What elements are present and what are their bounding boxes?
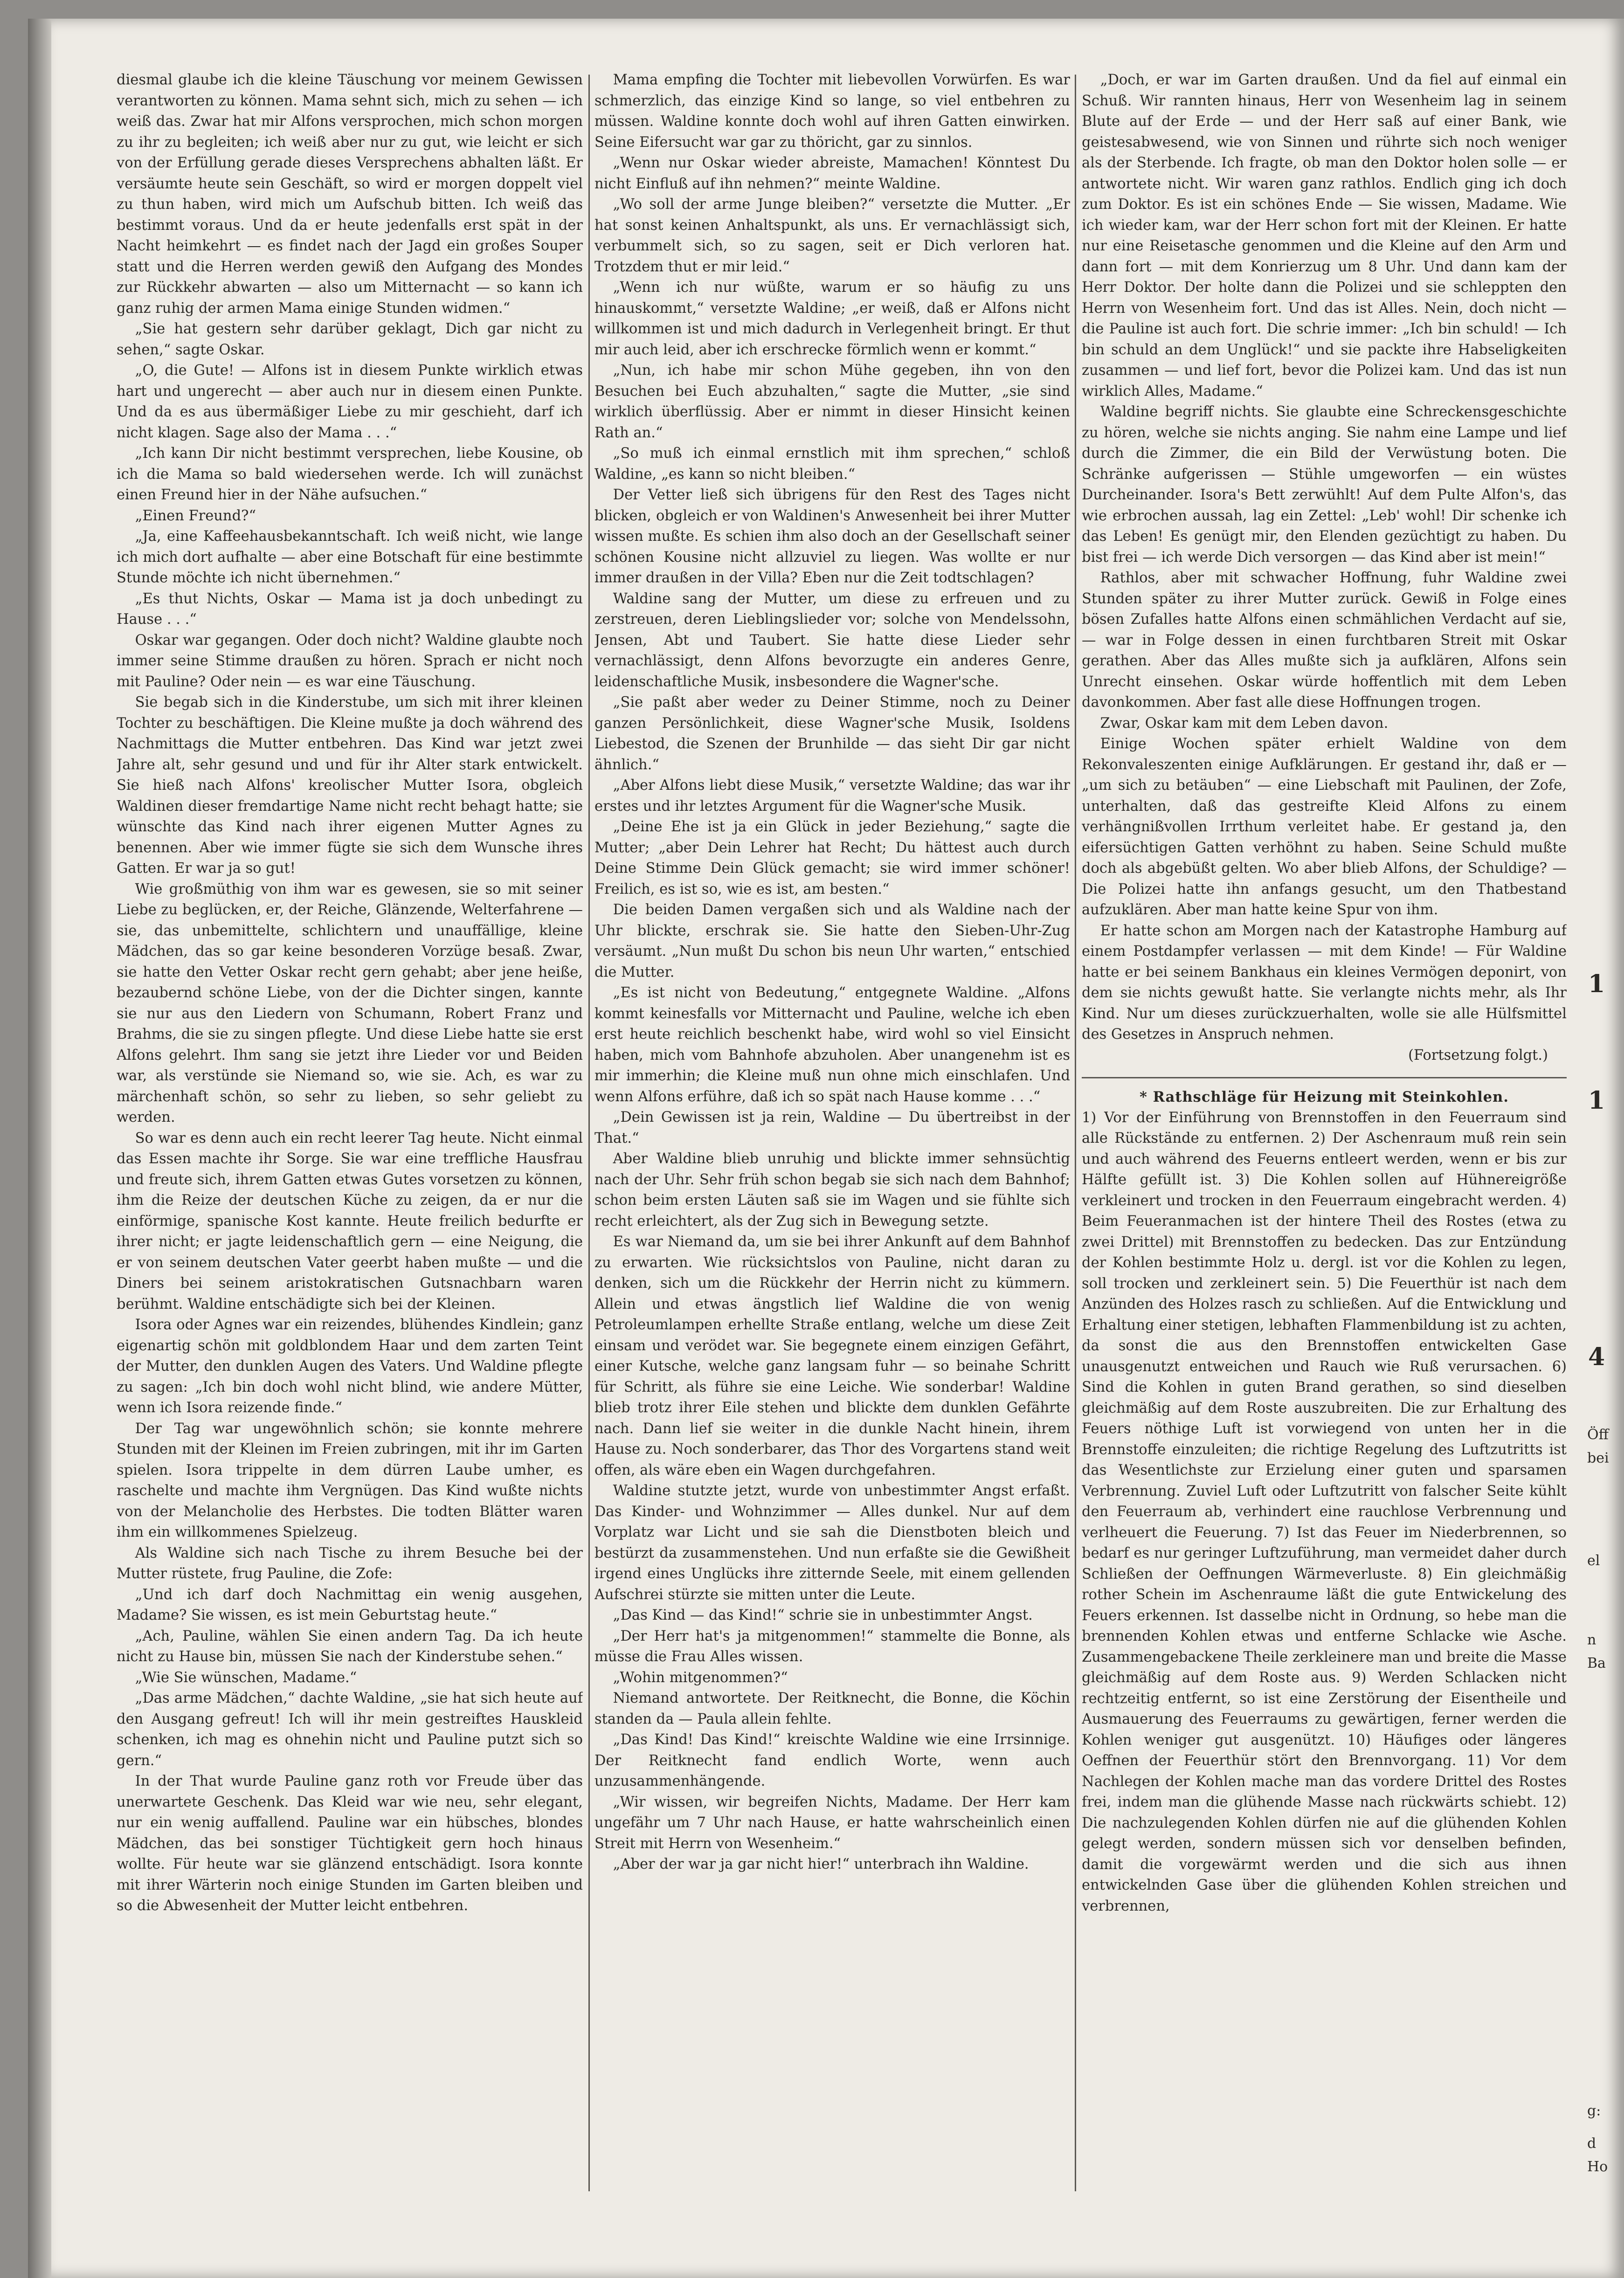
paragraph: „Doch, er war im Garten draußen. Und da fiel auf einmal ein Schuß. Wir rannten hinaus, Herr von Wesenheim lag in seinem Blute auf der Erde — und der Herr saß auf einer Bank, wie geistesabwesend, wie von Sinnen und rührte sich noch weniger als der Sterbende. Ich fragte, ob man den Doktor holen solle — er antwortete nicht. Wir waren ganz rathlos. Endlich ging ich doch zum Doktor. Es ist ein schönes Ende — Sie wissen, Madame. Wie ich wieder kam, war der Herr schon fort mit der Kleinen. Er hatte nur eine Reisetasche genommen und die Kleine auf den Arm und dann fort — mit dem Konrierzug um 8 Uhr. Und dann kam der Herr Doktor. Der holte dann die Polizei und sie schleppten den Herrn von Wesenheim fort. Und das ist Alles. Nein, doch nicht — die Pauline ist auch fort. Die schrie immer: „Ich bin schuld! — Ich bin schuld an dem Unglück!“ und sie packte ihre Habseligkeiten zusammen — und lief fort, bevor die Polizei kam. Und das ist nun wirklich Alles, Madame.“ (1082, 72, 1567, 400)
paragraph: „Sie paßt aber weder zu Deiner Stimme, noch zu Deiner ganzen Persönlichkeit, diese Wagner'sche Musik, Isoldens Liebestod, die Szenen der Brunhilde — das sieht Dir gar nicht ähnlich.“ (594, 694, 1070, 773)
paragraph: Die beiden Damen vergaßen sich und als Waldine nach der Uhr blickte, erschrak sie. Sie hatte den Sieben-Uhr-Zug versäumt. „Nun mußt Du schon bis neun Uhr warten,“ entschied die Mutter. (594, 902, 1070, 980)
paragraph: „Ich kann Dir nicht bestimmt versprechen, liebe Kousine, ob ich die Mama so bald wiedersehen werde. Ich will zunächst einen Freund hier in der Nähe aufsuchen.“ (117, 445, 583, 503)
paragraph: „Aber der war ja gar nicht hier!“ unterbrach ihn Waldine. (613, 1856, 1029, 1872)
section-divider (1082, 1077, 1567, 1078)
paragraph: Isora oder Agnes war ein reizendes, blühendes Kindlein; ganz eigenartig schön mit goldblondem Haar und dem zarten Teint der Mutter, den dunklen Augen des Vaters. Und Waldine pflegte zu sagen: „Ich bin doch wohl nicht blind, wie andere Mütter, wenn ich Isora reizende finde.“ (117, 1317, 583, 1416)
paragraph: So war es denn auch ein recht leerer Tag heute. Nicht einmal das Essen machte ihr Sorge. Sie war eine treffliche Hausfrau und freute sich, ihrem Gatten etwas Gutes vorsetzen zu können, ihm die Reize der deutschen Küche zu zeigen, da er nur die einförmige, spanische Kost kannte. Heute freilich bedurfte er ihrer nicht; er jagte leidenschaftlich gern — eine Neigung, die er von seinem deutschen Vater geerbt haben mußte — und die Diners bei seinem aristokratischen Gutsnachbarn waren berühmt. Waldine entschädigte sich bei der Kleinen. (117, 1130, 583, 1312)
paragraph: „Einen Freund?“ (135, 507, 256, 524)
margin-fragment: 1 (1588, 1086, 1605, 1115)
paragraph: Der Tag war ungewöhnlich schön; sie konnte mehrere Stunden mit der Kleinen im Freien zubringen, mit ihr im Garten spielen. Isora trippelte in dem dürren Laube umher, es raschelte und machte ihm Vergnügen. Das Kind wußte nichts von der Melancholie des Herbstes. Die todten Blätter waren ihm ein willkommenes Spielzeug. (117, 1420, 583, 1540)
paragraph: Waldine sang der Mutter, um diese zu erfreuen und zu zerstreuen, deren Lieblingslieder vor; solche von Mendelssohn, Jensen, Abt und Taubert. Sie hatte diese Lieder sehr vernachlässigt, denn Alfons bevorzugte ein anderes Genre, leidenschaftliche Musik, insbesondere die Wagner'sche. (594, 590, 1070, 690)
paragraph: „Wohin mitgenommen?“ (613, 1669, 788, 1686)
paragraph: „Dein Gewissen ist ja rein, Waldine — Du übertreibst in der That.“ (594, 1109, 1070, 1146)
margin-fragment: 4 (1588, 1343, 1605, 1371)
paragraph: Der Vetter ließ sich übrigens für den Rest des Tages nicht blicken, obgleich er von Waldinen's Anwesenheit bei ihrer Mutter wissen mußte. Es schien ihm also doch an der Gesellschaft seiner schönen Kousine nicht allzuviel zu liegen. Was wollte er nur immer draußen in der Villa? Eben nur die Zeit todtschlagen? (594, 487, 1070, 586)
margin-fragment: g: (1587, 2103, 1601, 2119)
paragraph: Es war Niemand da, um sie bei ihrer Ankunft auf dem Bahnhof zu erwarten. Wie rücksichtslos von Pauline, nicht daran zu denken, sich um die Rückkehr der Herrin nicht zu kümmern. Allein und etwas ängstlich lief Waldine die von wenig Petroleumlampen erhellte Straße entlang, welche um diese Zeit einsam und verödet war. Sie begegnete einem einzigen Gefährt, einer Kutsche, welche ganz langsam fuhr — so beinahe Schritt für Schritt, als führe sie eine Leiche. Wie sonderbar! Waldine blieb trotz ihrer Eile stehen und blickte dem dunklen Gefährte nach. Dann lief sie weiter in die dunkle Nacht hinein, ihrem Hause zu. Noch sonderbarer, das Thor des Vorgartens stand weit offen, als wäre eben ein Wagen durchgefahren. (594, 1234, 1070, 1478)
paragraph: Als Waldine sich nach Tische zu ihrem Besuche bei der Mutter rüstete, frug Pauline, die Zofe: (117, 1545, 583, 1582)
margin-fragment: Öff (1587, 1427, 1609, 1443)
paragraph: „Ach, Pauline, wählen Sie einen andern Tag. Da ich heute nicht zu Hause bin, müssen Sie nach der Kinderstube sehen.“ (117, 1628, 583, 1665)
paragraph: Einige Wochen später erhielt Waldine von dem Rekonvaleszenten einige Aufklärungen. Er gestand ihr, daß er — „um sich zu betäuben“ — eine Liebschaft mit Paulinen, der Zofe, unterhalten, daß das gestreifte Kleid Alfons zu einem verhängnißvollen Irrthum verleitet habe. Er gestand ja, den eifersüchtigen Gatten verhöhnt zu haben. Seine Schuld mußte doch als abgebüßt gelten. Wo aber blieb Alfons, der Schuldige? — Die Polizei hatte ihn anfangs gesucht, um den Thatbestand aufzuklären. Aber man hatte keine Spur von ihm. (1082, 736, 1567, 918)
margin-fragment: bei (1587, 1450, 1609, 1466)
column-rule (1075, 75, 1076, 2191)
paragraph: Rathlos, aber mit schwacher Hoffnung, fuhr Waldine zwei Stunden später zu ihrer Mutter zurück. Gewiß in Folge eines bösen Zufalles hatte Alfons einen schmählichen Verdacht auf sie, — war in Folge dessen in einen furchtbaren Streit mit Oskar gerathen. Aber das Alles mußte sich ja aufklären, Alfons sein Unrecht einsehen. Oskar würde hoffentlich mit dem Leben davonkommen. Aber fast alle diese Hoffnungen trogen. (1082, 570, 1567, 711)
paragraph: Sie begab sich in die Kinderstube, um sich mit ihrer kleinen Tochter zu beschäftigen. Die Kleine mußte ja doch während des Nachmittags die Mutter entbehren. Das Kind war jetzt zwei Jahre alt, sehr gesund und und für ihr Alter stark entwickelt. Sie hieß nach Alfons' kreolischer Mutter Isora, obgleich Waldinen dieser fremdartige Name nicht recht behagt hatte; sie wünschte das Kind nach ihrer eigenen Mutter Agnes zu benennen. Aber wie immer fügte sie sich dem Wunsche ihres Gatten. Er war ja so gut! (117, 694, 583, 877)
column-2 (594, 70, 1070, 2196)
margin-fragment: n (1587, 1632, 1596, 1648)
article-body: 1) Vor der Einführung von Brennstoffen in den Feuerraum sind alle Rückstände zu entfernen. 2) Der Aschenraum muß rein sein und auch während des Feuerns entleert werden, wenn er bis zur Hälfte gefüllt ist. 3) Die Kohlen sollen auf Hühnereigröße verkleinert und trocken in den Feuerraum eingebracht werden. 4) Beim Feueranmachen ist der hintere Theil des Rostes (etwa zu zwei Drittel) mit Brennstoffen zu bedecken. Das zur Entzündung der Kohlen bestimmte Holz u. dergl. ist vor die Kohlen zu legen, soll trocken und zerkleinert sein. 5) Die Feuerthür ist nach dem Anzünden des Holzes rasch zu schließen. Auf die Entwicklung und Erhaltung einer stetigen, lebhaften Flammenbildung ist zu achten, da sonst die aus den Brennstoffen entwickelten Gase unausgenutzt entweichen und Rauch wie Ruß verursachen. 6) Sind die Kohlen in guten Brand gerathen, so sind dieselben gleichmäßig auf dem Roste auszubreiten. Die zur Erhaltung des Feuers nöthige Luft ist vorwiegend von unten her in die Brennstoffe einzuleiten; die richtige Regelung des Luftzutritts ist das Wesentlichste zur Erzielung einer guten und sparsamen Verbrennung. Zuviel Luft oder Luftzutritt von falscher Seite kühlt den Feuerraum ab, verhindert eine rauchlose Verbrennung und verlheuert die Feuerung. 7) Ist das Feuer im Niederbrennen, so bedarf es nur geringer Luftzuführung, man vermeidet daher durch Schließen der Oeffnungen Wärmeverluste. 8) Ein gleichmäßig rother Schein im Aschenraume läßt die gute Entwickelung des Feuers erkennen. Ist dasselbe nicht in Ordnung, so hebe man die brennenden Kohlen etwas und entferne Schlacke wie Asche. Zusammengebackene Theile zerkleinere man und breite die Masse gleichmäßig auf dem Roste aus. 9) Werden Schlacken nicht rechtzeitig entfernt, so ist eine Zerstörung der Eisentheile und Ausmauerung des Feuerraums zu gewärtigen, ferner werden die Kohlen weniger gut ausgenützt. 10) Häufiges oder längeres Oeffnen der Feuerthür stört den Brennvorgang. 11) Vor dem Nachlegen der Kohlen mache man das vordere Drittel des Rostes frei, indem man die glühende Masse nach rückwärts schiebt. 12) Die nachzulegenden Kohlen dürfen nie auf die glühenden Kohlen gelegt werden, sondern müssen sich vor denselben befinden, damit die vorgewärmt werden und die sich aus ihnen entwickelnden Gase über die glühenden Kohlen streichen und verbrennen, (1082, 1109, 1567, 1914)
paragraph: „Ja, eine Kaffeehausbekanntschaft. Ich weiß nicht, wie lange ich mich dort aufhalte — aber eine Botschaft für eine bestimmte Stunde möchte ich nicht übernehmen.“ (117, 528, 583, 586)
margin-fragment: 1 (1588, 970, 1605, 998)
article-title: * Rathschläge für Heizung mit Steinkohlen. (1140, 1089, 1509, 1105)
adjacent-page-margin (1585, 0, 1624, 2278)
paragraph: „Wenn ich nur wüßte, warum er so häufig zu uns hinauskommt,“ versetzte Waldine; „er weiß, daß er Alfons nicht willkommen ist und mich dadurch in Verlegenheit bringt. Er thut mir auch leid, aber ich erschrecke förmlich wenn er kommt.“ (594, 279, 1070, 358)
column-1 (117, 70, 583, 2196)
paragraph: „Der Herr hat's ja mitgenommen!“ stammelte die Bonne, als müsse die Frau Alles wissen. (594, 1628, 1070, 1665)
paragraph: diesmal glaube ich die kleine Täuschung vor meinem Gewissen verantworten zu können. Mama sehnt sich, mich zu sehen — ich weiß das. Zwar hat mir Alfons versprochen, mich schon morgen zu ihr zu begleiten; ich weiß aber nur zu gut, wie leicht er sich von der Erfüllung gerade dieses Versprechens abhalten läßt. Er versäumte heute sein Geschäft, so wird er morgen doppelt viel zu thun haben, wird mich um Aufschub bitten. Ich weiß das bestimmt voraus. Und da er heute jedenfalls erst spät in der Nacht heimkehrt — es findet nach der Jagd ein großes Souper statt und die Herren werden gewiß den Aufgang des Mondes zur Rückkehr abwarten — also um Mitternacht — so kann ich ganz ruhig der armen Mama einige Stunden widmen.“ (117, 72, 583, 317)
column-3 (1082, 70, 1567, 2196)
paragraph: „Das Kind! Das Kind!“ kreischte Waldine wie eine Irrsinnige. Der Reitknecht fand endlich Worte, wenn auch unzusammenhängende. (594, 1732, 1070, 1789)
margin-fragment: Ho (1587, 2159, 1608, 2175)
paragraph: „Deine Ehe ist ja ein Glück in jeder Beziehung,“ sagte die Mutter; „aber Dein Lehrer hat Recht; Du hättest auch durch Deine Stimme Dein Glück gemacht; sie wird immer schöner! Freilich, es ist so, wie es ist, am besten.“ (594, 819, 1070, 897)
paragraph: In der That wurde Pauline ganz roth vor Freude über das unerwartete Geschenk. Das Kleid war wie neu, sehr elegant, nur ein wenig auffallend. Pauline war ein hübsches, blondes Mädchen, das bei sonstiger Tüchtigkeit gern hoch hinaus wollte. Für heute war sie glänzend entschädigt. Isora konnte mit ihrer Wärterin noch einige Stunden im Garten bleiben und so die Abwesenheit der Mutter leicht entbehren. (117, 1773, 583, 1914)
paragraph: Oskar war gegangen. Oder doch nicht? Waldine glaubte noch immer seine Stimme draußen zu hören. Sprach er nicht noch mit Pauline? Oder nein — es war eine Täuschung. (117, 632, 583, 690)
paragraph: „So muß ich einmal ernstlich mit ihm sprechen,“ schloß Waldine, „es kann so nicht bleiben.“ (594, 445, 1070, 483)
paragraph: Aber Waldine blieb unruhig und blickte immer sehnsüchtig nach der Uhr. Sehr früh schon begab sie sich nach dem Bahnhof; schon beim ersten Läuten saß sie im Wagen und sie fühlte sich recht erleichtert, als der Zug sich in Bewegung setzte. (594, 1151, 1070, 1229)
paragraph: Mama empfing die Tochter mit liebevollen Vorwürfen. Es war schmerzlich, das einzige Kind so lange, so viel entbehren zu müssen. Waldine konnte doch wohl auf ihren Gatten einwirken. Seine Eifersucht war gar zu thöricht, gar zu sinnlos. (594, 72, 1070, 151)
paragraph: „Und ich darf doch Nachmittag ein wenig ausgehen, Madame? Sie wissen, es ist mein Geburtstag heute.“ (117, 1586, 583, 1623)
paragraph: „Sie hat gestern sehr darüber geklagt, Dich gar nicht zu sehen,“ sagte Oskar. (117, 321, 583, 358)
paragraph: „Wie Sie wünschen, Madame.“ (135, 1669, 357, 1686)
paragraph: „Es thut Nichts, Oskar — Mama ist ja doch unbedingt zu Hause . . .“ (117, 590, 583, 628)
margin-fragment: d (1587, 2135, 1596, 2152)
paragraph: Waldine begriff nichts. Sie glaubte eine Schreckensgeschichte zu hören, welche sie nichts anging. Sie nahm eine Lampe und lief durch die Zimmer, die ein Bild der Verwüstung boten. Die Schränke aufgerissen — Stühle umgeworfen — ein wüstes Durcheinander. Isora's Bett zerwühlt! Auf dem Pulte Alfon's, das wie erbrochen aussah, lag ein Zettel: „Leb' wohl! Dir schenke ich das Leben! Es genügt mir, den Elenden gezüchtigt zu haben. Du bist frei — ich werde Dich versorgen — das Kind aber ist mein!“ (1082, 404, 1567, 566)
paragraph: „Das arme Mädchen,“ dachte Waldine, „sie hat sich heute auf den Ausgang gefreut! Ich will ihr mein gestreiftes Hauskleid schenken, ich mag es ohnehin nicht und Pauline putzt sich so gern.“ (117, 1690, 583, 1769)
margin-fragment: el (1587, 1553, 1600, 1569)
paragraph: „Wenn nur Oskar wieder abreiste, Mamachen! Könntest Du nicht Einfluß auf ihn nehmen?“ meinte Waldine. (594, 155, 1070, 192)
paragraph: „Aber Alfons liebt diese Musik,“ versetzte Waldine; das war ihr erstes und ihr letztes Argument für die Wagner'sche Musik. (594, 777, 1070, 815)
paragraph: Niemand antwortete. Der Reitknecht, die Bonne, die Köchin standen da — Paula allein fehlte. (594, 1690, 1070, 1727)
paragraph: Waldine stutzte jetzt, wurde von unbestimmter Angst erfaßt. Das Kinder- und Wohnzimmer — Alles dunkel. Nur auf dem Vorplatz war Licht und sie sah die Dienstboten bleich und bestürzt da zusammenstehen. Und nun erfaßte sie die Gewißheit irgend eines Unglücks ihre zitternde Seele, mit einem gellenden Aufschrei stürzte sie mitten unter die Leute. (594, 1483, 1070, 1603)
paragraph: „Wir wissen, wir begreifen Nichts, Madame. Der Herr kam ungefähr um 7 Uhr nach Hause, er hatte wahrscheinlich einen Streit mit Herrn von Wesenheim.“ (594, 1794, 1070, 1852)
paragraph: Zwar, Oskar kam mit dem Leben davon. (1100, 715, 1389, 732)
paragraph: „Wo soll der arme Junge bleiben?“ versetzte die Mutter. „Er hat sonst keinen Anhaltspunkt, als uns. Er vernachlässigt sich, verbummelt sich, so zu sagen, seit er Dich verloren hat. Trotzdem thut er mir leid.“ (594, 196, 1070, 275)
paragraph: „Nun, ich habe mir schon Mühe gegeben, ihn von den Besuchen bei Euch abzuhalten,“ sagte die Mutter, „sie sind wirklich überflüssig. Aber er nimmt in dieser Hinsicht keinen Rath an.“ (594, 362, 1070, 441)
margin-fragment: Ba (1587, 1655, 1606, 1671)
paragraph: Wie großmüthig von ihm war es gewesen, sie so mit seiner Liebe zu beglücken, er, der Reiche, Glänzende, Welterfahrene — sie, das unbemittelte, schlichtern und unauffällige, kleine Mädchen, das so gar keine besonderen Vorzüge besaß. Zwar, sie hatte den Vetter Oskar recht gern gehabt; aber jene heiße, bezaubernd schöne Liebe, von der die Dichter singen, kannte sie nur aus den Liedern von Schumann, Robert Franz und Brahms, die sie zu singen pflegte. Und diese Liebe hatte sie erst Alfons gelehrt. Ihm sang sie jetzt ihre Lieder vor und Beiden war, als verstünde sie Niemand so, wie sie. Ach, es war zu märchenhaft schön, so sehr zu lieben, so sehr geliebt zu werden. (117, 881, 583, 1125)
paragraph: „Das Kind — das Kind!“ schrie sie in unbestimmter Angst. (613, 1607, 1033, 1623)
paragraph: Er hatte schon am Morgen nach der Katastrophe Hamburg auf einem Postdampfer verlassen — mit dem Kinde! — Für Waldine hatte er bei seinem Bankhaus ein kleines Vermögen deponirt, von dem sie nichts gewußt hatte. Sie verlangte nichts mehr, als Ihr Kind. Nur um dieses zurückzuerhalten, wolle sie alle Hülfsmittel des Gesetzes in Anspruch nehmen. (1082, 922, 1567, 1042)
paragraph: „O, die Gute! — Alfons ist in diesem Punkte wirklich etwas hart und ungerecht — aber auch nur in diesem einen Punkte. Und da es aus übermäßiger Liebe zu mir geschieht, darf ich nicht klagen. Sage also der Mama . . .“ (117, 362, 583, 441)
continuation-note: (Fortsetzung folgt.) (1408, 1047, 1548, 1063)
paragraph: „Es ist nicht von Bedeutung,“ entgegnete Waldine. „Alfons kommt keinesfalls vor Mitternacht und Pauline, welche ich eben erst heute reichlich beschenkt habe, wird wohl so viel Einsicht haben, mich vom Bahnhofe abzuholen. Aber unangenehm ist es mir immerhin; die Kleine muß nun ohne mich einschlafen. Und wenn Alfons erführe, daß ich so spät nach Hause komme . . .“ (594, 985, 1070, 1105)
column-rule (588, 75, 590, 2191)
